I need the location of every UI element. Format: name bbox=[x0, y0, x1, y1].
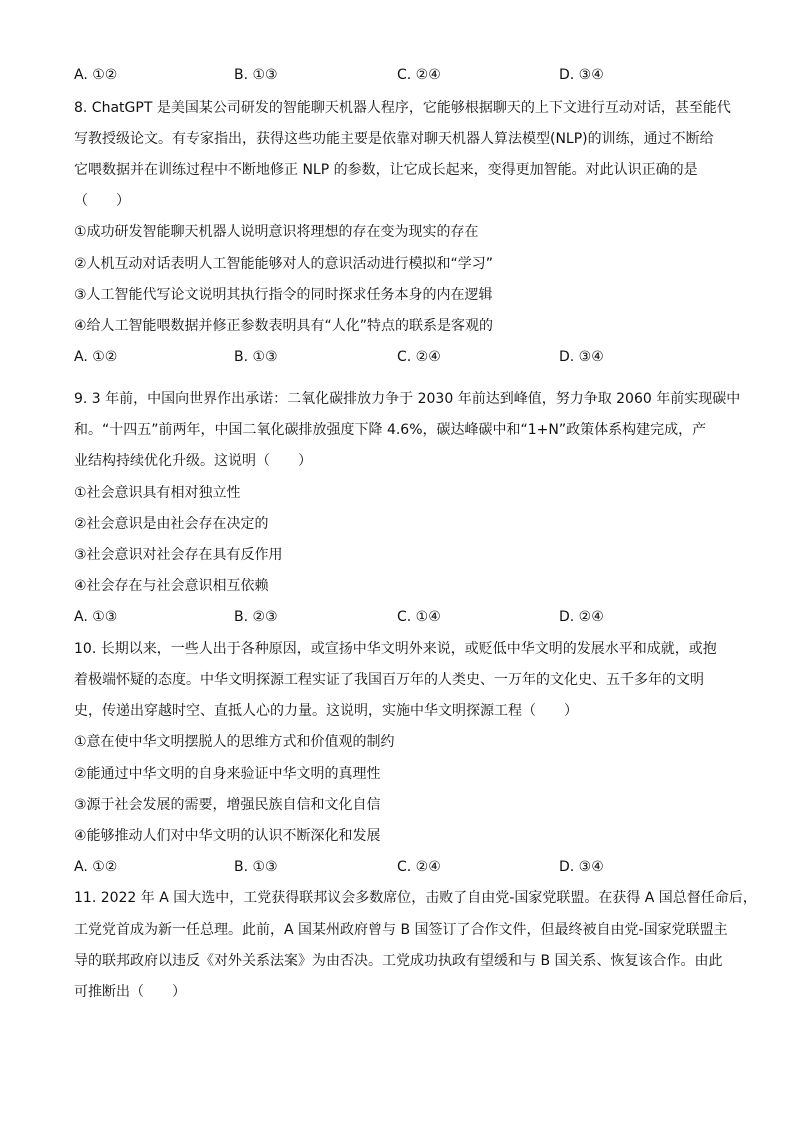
q8-stem-line: 写教授级论文。有专家指出，获得这些功能主要是依靠对聊天机器人算法模型(NLP)的训练，通过不断给 bbox=[74, 131, 714, 147]
q10-stem-line: 着极端怀疑的态度。中华文明探源工程实证了我国百万年的人类史、一万年的文化史、五千多年的文明 bbox=[74, 672, 704, 688]
q9-statement: ③社会意识对社会存在具有反作用 bbox=[74, 547, 283, 563]
q10-statement: ②能通过中华文明的自身来验证中华文明的真理性 bbox=[74, 766, 381, 782]
q10-statement: ④能够推动人们对中华文明的认识不断深化和发展 bbox=[74, 828, 381, 844]
option-a[interactable]: A. ①② bbox=[74, 67, 118, 83]
q11-stem-line: 可推断出（ ） bbox=[74, 984, 186, 1000]
option-b[interactable]: B. ①③ bbox=[234, 349, 278, 365]
option-d[interactable]: D. ②④ bbox=[559, 609, 604, 625]
option-d[interactable]: D. ③④ bbox=[559, 67, 604, 83]
option-c[interactable]: C. ②④ bbox=[397, 67, 441, 83]
option-a[interactable]: A. ①③ bbox=[74, 609, 118, 625]
q8-answer-blank: （ ） bbox=[74, 193, 130, 209]
q11-stem-line: 工党党首成为新一任总理。此前，A 国某州政府曾与 B 国签订了合作文件，但最终被自由党-国家党联盟主 bbox=[74, 922, 728, 938]
q10-stem-line: 史，传递出穿越时空、直抵人心的力量。这说明，实施中华文明探源工程（ ） bbox=[74, 703, 578, 719]
q9-stem-line: 和。“十四五”前两年，中国二氧化碳排放强度下降 4.6%，碳达峰碳中和“1+N”政策体系构建完成，产 bbox=[74, 422, 707, 438]
q7-options bbox=[74, 66, 714, 84]
q9-statement: ①社会意识具有相对独立性 bbox=[74, 485, 241, 501]
q11-stem-line: 导的联邦政府以违反《对外关系法案》为由否决。工党成功执政有望缓和与 B 国关系、恢复该合作。由此 bbox=[74, 953, 723, 969]
option-b[interactable]: B. ①③ bbox=[234, 859, 278, 875]
q8-options bbox=[74, 348, 714, 366]
option-b[interactable]: B. ①③ bbox=[234, 67, 278, 83]
q10-stem-line: 10. 长期以来，一些人出于各种原因，或宣扬中华文明外来说，或贬低中华文明的发展水平和成就，或抱 bbox=[74, 641, 717, 657]
q10-statement: ③源于社会发展的需要，增强民族自信和文化自信 bbox=[74, 797, 381, 813]
q8-statement: ④给人工智能喂数据并修正参数表明具有“人化”特点的联系是客观的 bbox=[74, 318, 494, 334]
q8-stem-line: 它喂数据并在训练过程中不断地修正 NLP 的参数，让它成长起来，变得更加智能。对此认识正确的是 bbox=[74, 162, 698, 178]
option-b[interactable]: B. ②③ bbox=[234, 609, 278, 625]
option-d[interactable]: D. ③④ bbox=[559, 349, 604, 365]
option-a[interactable]: A. ①② bbox=[74, 349, 118, 365]
q10-options bbox=[74, 858, 714, 876]
option-d[interactable]: D. ③④ bbox=[559, 859, 604, 875]
q9-options bbox=[74, 608, 714, 626]
q9-stem-line: 9. 3 年前，中国向世界作出承诺：二氧化碳排放力争于 2030 年前达到峰值，努力争取 2060 年前实现碳中 bbox=[74, 391, 741, 407]
q11-stem-line: 11. 2022 年 A 国大选中，工党获得联邦议会多数席位，击败了自由党-国家党联盟。在获得 A 国总督任命后， bbox=[74, 890, 757, 906]
q8-statement: ③人工智能代写论文说明其执行指令的同时探求任务本身的内在逻辑 bbox=[74, 287, 493, 303]
q8-statement: ②人机互动对话表明人工智能能够对人的意识活动进行模拟和“学习” bbox=[74, 256, 494, 272]
q9-statement: ②社会意识是由社会存在决定的 bbox=[74, 516, 269, 532]
option-c[interactable]: C. ②④ bbox=[397, 349, 441, 365]
q8-stem-line: 8. ChatGPT 是美国某公司研发的智能聊天机器人程序，它能够根据聊天的上下文进行互动对话，甚至能代 bbox=[74, 100, 731, 116]
q8-statement: ①成功研发智能聊天机器人说明意识将理想的存在变为现实的存在 bbox=[74, 224, 479, 240]
option-c[interactable]: C. ②④ bbox=[397, 859, 441, 875]
q10-statement: ①意在使中华文明摆脱人的思维方式和价值观的制约 bbox=[74, 734, 395, 750]
option-a[interactable]: A. ①② bbox=[74, 859, 118, 875]
option-c[interactable]: C. ①④ bbox=[397, 609, 441, 625]
q9-stem-line: 业结构持续优化升级。这说明（ ） bbox=[74, 453, 312, 469]
q9-statement: ④社会存在与社会意识相互依赖 bbox=[74, 578, 269, 594]
